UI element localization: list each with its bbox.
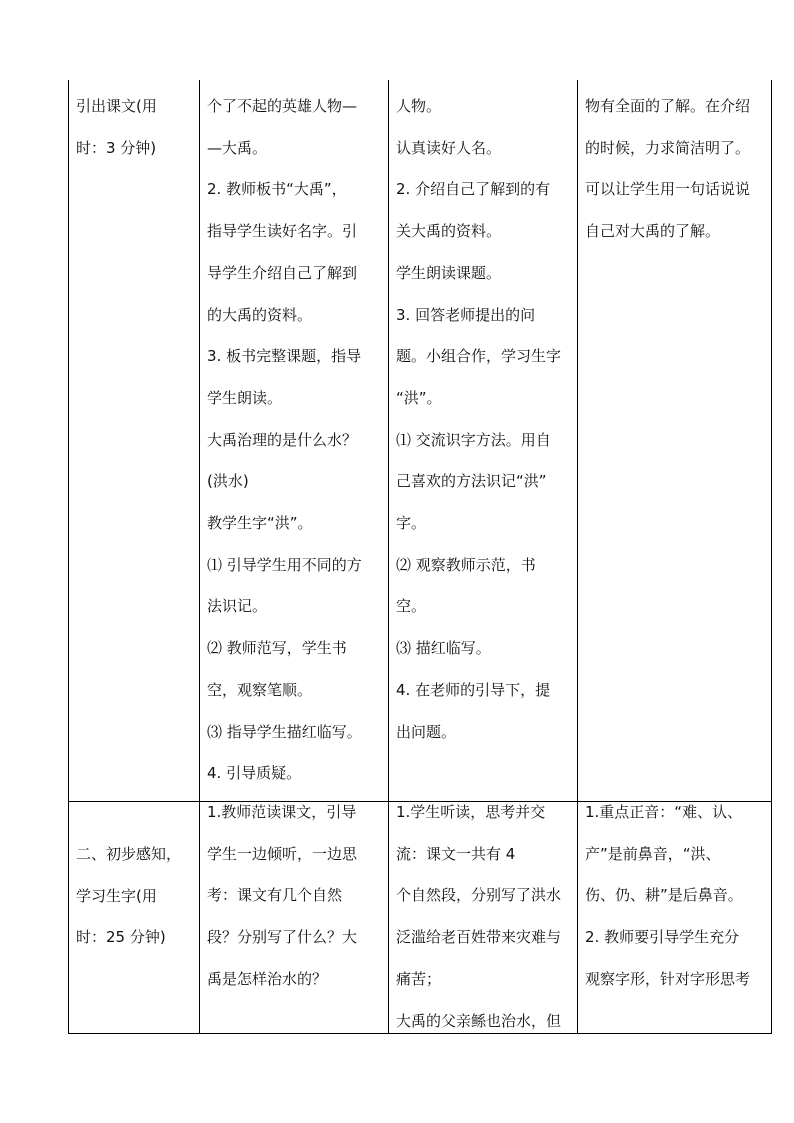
line: 字。 (396, 514, 427, 533)
line: 人物。 (396, 97, 442, 115)
line: 1.教师范读课文，引导 (207, 803, 357, 821)
line: 认真读好人名。 (396, 138, 502, 157)
line: 的大禹的资料。 (207, 305, 313, 324)
line: 引出课文(用 (76, 97, 157, 115)
line: 法识记。 (207, 597, 268, 616)
table-divider-1 (199, 80, 200, 1034)
line: 2. 介绍自己了解到的有 (396, 180, 551, 199)
table-divider-3 (577, 80, 578, 1034)
line: ⑴ 交流识字方法。用自 (396, 430, 551, 449)
line: “洪”。 (396, 388, 442, 407)
line: 痛苦； (396, 969, 442, 988)
line: 时：25 分钟) (76, 928, 166, 947)
line: 泛滥给老百姓带来灾难与 (396, 928, 562, 947)
line: 学生朗读课题。 (396, 263, 502, 282)
line: 产”是前鼻音，“洪、 (585, 844, 721, 863)
line: 教学生字“洪”。 (207, 514, 313, 533)
line: 空，观察笔顺。 (207, 680, 313, 699)
row1-intent-cell (585, 86, 769, 253)
table-divider-2 (388, 80, 389, 1034)
line: 1.重点正音：“难、认、 (585, 803, 743, 821)
line: 己喜欢的方法识记“洪” (396, 472, 547, 491)
row2-intent-cell (585, 792, 769, 1001)
line: 2. 教师要引导学生充分 (585, 928, 740, 947)
line: 学生一边倾听，一边思 (207, 844, 358, 863)
line: 关大禹的资料。 (396, 222, 502, 241)
line: 的时候，力求简洁明了。 (585, 138, 751, 157)
line: 空。 (396, 597, 427, 616)
line: 出问题。 (396, 722, 457, 741)
line: 3. 板书完整课题，指导 (207, 347, 362, 366)
table-border-left (68, 80, 69, 1034)
line: ⑶ 描红临写。 (396, 639, 491, 658)
line: —大禹。 (207, 138, 268, 157)
line: 物有全面的了解。在介绍 (585, 97, 751, 115)
line: 伤、仍、耕”是后鼻音。 (585, 886, 743, 905)
lesson-plan-table (68, 80, 772, 1034)
line: 流：课文一共有 4 (396, 844, 516, 863)
row1-teacher-cell (207, 86, 385, 795)
line: ⑴ 引导学生用不同的方 (207, 555, 362, 574)
line: 学习生字(用 (76, 886, 157, 905)
line: 个自然段，分别写了洪水 (396, 886, 562, 905)
line: 2. 教师板书“大禹”， (207, 180, 347, 199)
line: 考：课文有几个自然 (207, 886, 343, 905)
line: 学生朗读。 (207, 388, 283, 407)
line: 可以让学生用一句话说说 (585, 180, 751, 199)
line: 题。小组合作，学习生字 (396, 347, 562, 366)
line: 大禹治理的是什么水？ (207, 430, 358, 449)
line: 4. 引导质疑。 (207, 764, 302, 783)
line: 大禹的父亲鲧也治水，但 (396, 1011, 562, 1030)
line: ⑵ 教师范写，学生书 (207, 639, 347, 658)
line: 指导学生读好名字。引 (207, 222, 358, 241)
row2-teacher-cell (207, 792, 385, 1001)
line: 禹是怎样治水的？ (207, 969, 328, 988)
line: 导学生介绍自己了解到 (207, 263, 358, 282)
row1-stage-cell (76, 86, 196, 169)
line: 观察字形，针对字形思考 (585, 969, 751, 988)
table-border-right (771, 80, 772, 1034)
line: 4. 在老师的引导下，提 (396, 680, 551, 699)
row2-student-cell (396, 792, 574, 1042)
line: 自己对大禹的了解。 (585, 222, 721, 241)
row2-stage-cell (76, 834, 196, 959)
row1-student-cell (396, 86, 574, 753)
line: 1.学生听读，思考并交 (396, 803, 546, 821)
line: 个了不起的英雄人物— (207, 97, 358, 115)
line: 段？分别写了什么？大 (207, 928, 358, 947)
line: 时：3 分钟) (76, 138, 157, 157)
line: ⑶ 指导学生描红临写。 (207, 722, 362, 741)
line: ⑵ 观察教师示范，书 (396, 555, 536, 574)
line: 3. 回答老师提出的问 (396, 305, 536, 324)
line: 二、初步感知， (76, 845, 182, 863)
line: (洪水) (207, 472, 249, 491)
